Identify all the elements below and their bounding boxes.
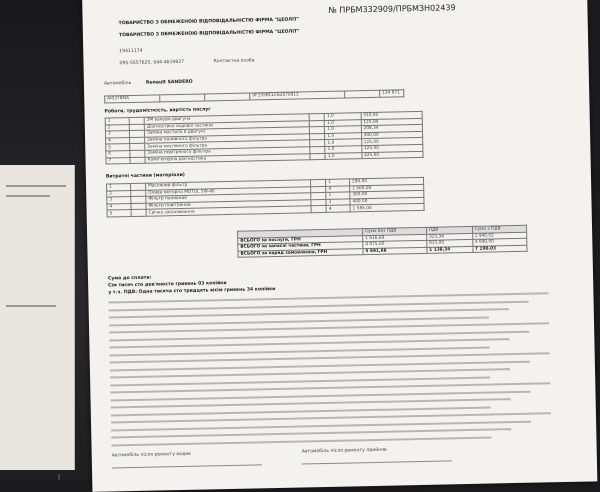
total-order-label: ВСЬОГО за наряд замовлення, ГРН: [238, 248, 363, 257]
parts-cell: 4: [326, 186, 350, 193]
mileage-cell: 134 871: [380, 90, 404, 97]
total-order-sum: 7 190,03: [472, 245, 527, 253]
works-cell: 1,0: [325, 152, 361, 159]
vin-cell: VF15SRCLC62070912: [250, 91, 345, 100]
parts-cell: 400,00: [350, 197, 424, 205]
edrpou: 19411174: [119, 48, 143, 55]
works-cell: 3: [105, 131, 129, 138]
vat-header: ПДВ: [426, 226, 472, 234]
works-cell: [310, 153, 325, 160]
signature-left-line: [112, 464, 262, 468]
works-cell: Заміна масляного фільтра: [145, 140, 310, 150]
phone: 095-5557625, 044-4619827: [119, 59, 185, 67]
terms-line: [111, 436, 491, 446]
parts-cell: 1: [326, 199, 350, 206]
works-heading: Роботи, трудомісткість, вартість послуг: [104, 107, 211, 115]
card-line: [6, 185, 66, 187]
works-cell: Діагностика ходової частини: [144, 120, 309, 130]
total-order-vat: 1 138,34: [427, 246, 473, 254]
parts-cell: 300,00: [350, 191, 424, 199]
total-parts-novat: 4 075,00: [363, 241, 427, 249]
works-table: [105, 111, 424, 165]
parts-cell: 2: [107, 190, 131, 197]
total-parts-label: ВСЬОГО за запасні частини, ГРН: [238, 242, 363, 251]
total-services-novat: 1 616,68: [363, 234, 427, 242]
total-services-vat: 323,34: [426, 233, 472, 241]
vat-words: у т.ч. ПДВ: Одна тисяча сто тридцять вісім гривень 34 копійки: [108, 287, 276, 296]
works-cell: 300,00: [361, 131, 423, 139]
works-cell: 1,0: [325, 146, 361, 153]
parts-cell: 1: [326, 179, 350, 186]
parts-cell: Фільтр повітряний: [146, 200, 311, 210]
sum-words-label: Сума до сплати:: [107, 275, 152, 282]
parts-heading: Витратні частини (матеріали): [105, 172, 185, 180]
works-cell: [130, 157, 145, 164]
works-cell: Заміна мастила в двигуні: [144, 127, 309, 137]
works-cell: 4: [106, 137, 130, 144]
card-line: [6, 305, 56, 307]
parts-cell: Масляний фільтр: [146, 180, 311, 190]
works-cell: 1,0: [325, 139, 361, 146]
parts-cell: 1 585,00: [350, 204, 424, 212]
vehicle-table: [104, 89, 404, 103]
works-cell: Заміна паливного фільтра: [145, 134, 310, 144]
card-line: [6, 195, 50, 197]
signature-left-label: Автомобіль після ремонту видав: [111, 451, 191, 459]
works-cell: 310,00: [361, 111, 423, 119]
company-name: ТОВАРИСТВО З ОБМЕЖЕНОЮ ВІДПОВІДАЛЬНІСТЮ ФІРМА "ЦЕОЛІТ": [118, 17, 300, 27]
signature-right-label: Автомобіль після ремонту прийняв: [301, 447, 387, 455]
works-cell: 2: [105, 124, 129, 131]
works-cell: 7: [106, 157, 130, 164]
parts-cell: 4: [107, 203, 131, 210]
invoice-paper: [82, 0, 597, 492]
works-cell: 425,00: [361, 151, 423, 159]
works-cell: 1,0: [325, 119, 361, 126]
parts-cell: Олива моторна MOTUL 5W-40: [146, 186, 311, 196]
works-cell: 6: [106, 151, 130, 158]
doc-number: № ПРБМ332909/ПРБМЗН02439: [328, 3, 456, 15]
total-parts-sum: 4 890,00: [472, 238, 527, 246]
parts-cell: [311, 206, 326, 213]
works-cell: 1,0: [325, 132, 361, 139]
parts-table: [106, 177, 425, 218]
totals-table: [237, 225, 528, 258]
total-services-sum: 1 940,02: [472, 232, 527, 240]
signature-right-line: [302, 460, 452, 464]
works-cell: 125,00: [361, 118, 423, 126]
works-cell: Комп'ютерна діагностика: [145, 153, 310, 163]
total-parts-vat: 815,00: [426, 240, 472, 248]
parts-cell: 5: [107, 210, 131, 217]
vehicle-model: Renault SANDERO: [145, 79, 193, 86]
works-cell: ЗМ вакуум двигуна: [144, 114, 309, 124]
parts-cell: 290,00: [349, 177, 423, 185]
works-cell: 125,00: [361, 144, 423, 152]
side-card: [0, 165, 75, 470]
sum-no-vat-header: Сума без ПДВ: [363, 227, 427, 235]
parts-cell: 1: [107, 184, 131, 191]
works-cell: Заміна повітряного фільтра: [145, 147, 310, 157]
parts-cell: 4: [326, 205, 350, 212]
works-cell: 208,34: [361, 125, 423, 133]
works-cell: 125,00: [361, 138, 423, 146]
works-cell: 1: [105, 118, 129, 125]
parts-cell: 1: [326, 192, 350, 199]
contact-label: Контактна особа: [213, 58, 255, 65]
total-services-label: ВСЬОГО за послуги, ГРН: [238, 235, 363, 244]
works-cell: 5: [106, 144, 130, 151]
company-name-2: ТОВАРИСТВО З ОБМЕЖЕНОЮ ВІДПОВІДАЛЬНІСТЮ ФІРМА "ЦЕОЛІТ": [118, 29, 300, 39]
sum-words: Сім тисяч сто дев'яносто гривень 03 копійки: [108, 281, 227, 289]
total-order-novat: 5 691,68: [363, 247, 427, 255]
works-cell: 1,0: [325, 126, 361, 133]
vehicle-label: Автомобіль: [103, 80, 132, 87]
parts-cell: Фільтр паливний: [146, 193, 311, 203]
parts-cell: [131, 210, 146, 217]
parts-cell: 3: [107, 197, 131, 204]
plate-cell: AI0378MA: [105, 95, 160, 103]
sum-vat-header: Сума з ПДВ: [472, 225, 527, 233]
parts-cell: Свічка запалювання: [146, 206, 311, 216]
works-cell: 1,0: [324, 113, 360, 120]
parts-cell: 1 500,00: [350, 184, 424, 192]
